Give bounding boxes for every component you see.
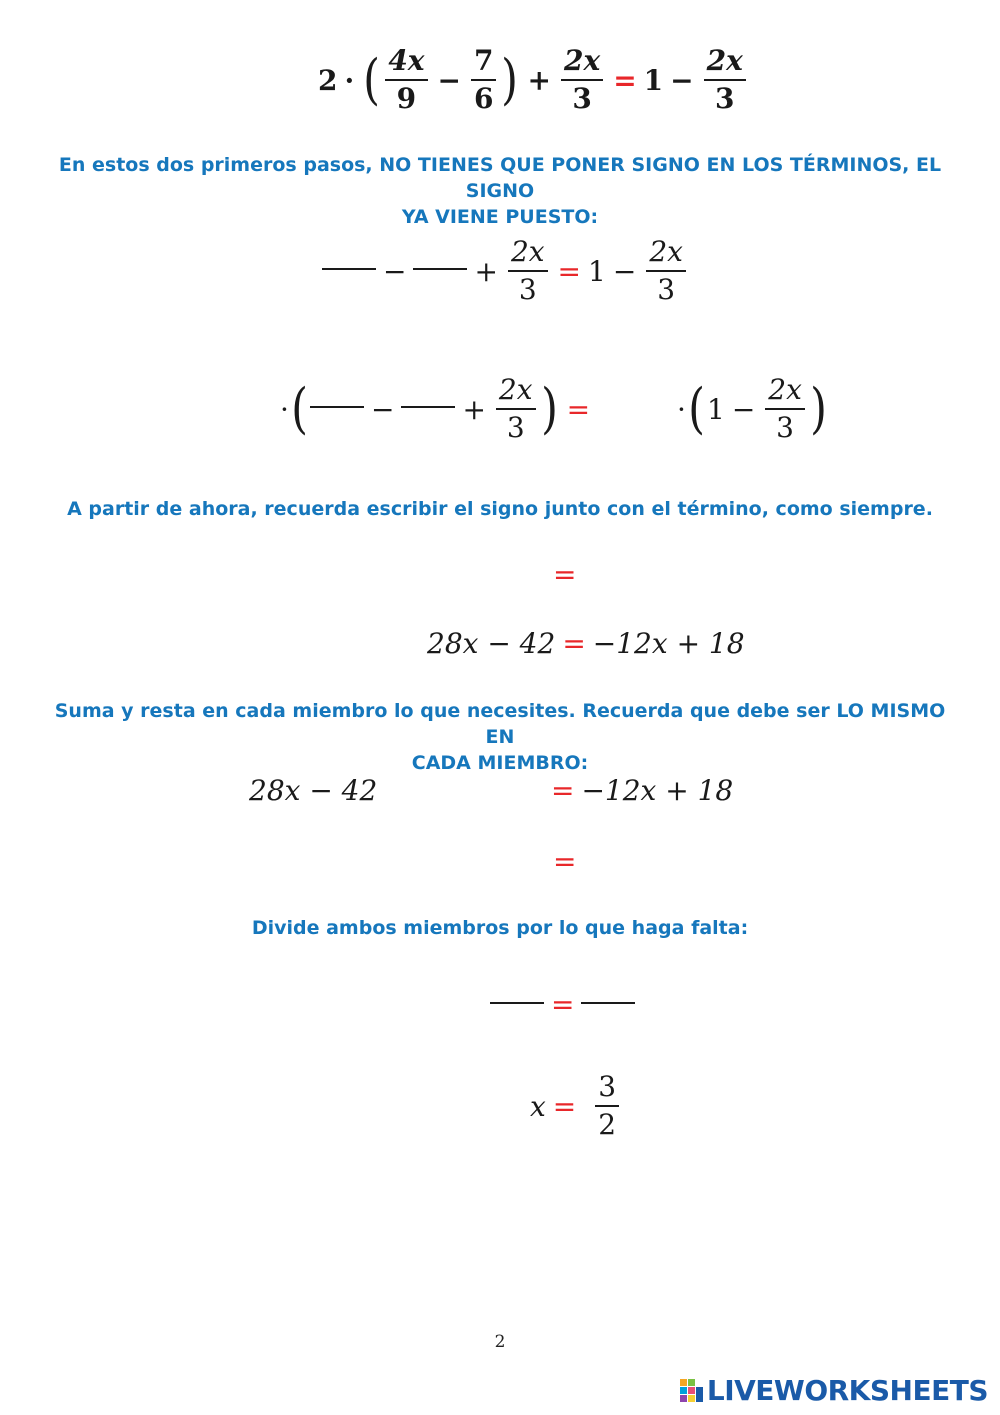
minus-operator: − [612,254,637,288]
liveworksheets-logo-icon [680,1378,704,1404]
minus-operator: − [731,392,756,426]
fraction: $\frac{2x}{3}$ [561,46,603,114]
answer-blank[interactable] [581,1002,635,1004]
fraction: $\frac{2x}{3}$ [704,46,746,114]
right-member: −12x + 18 [592,627,745,660]
plus-operator: + [474,254,498,288]
equals-sign: = [551,988,575,1021]
minus-operator: − [437,63,461,97]
minus-operator: − [670,63,694,97]
plus-operator: + [462,392,486,426]
transpose-right-side [551,774,733,807]
blank-equation-step [322,237,689,305]
equals-sign: = [553,558,577,591]
fraction: $\frac{2x}{3}$ [646,237,686,305]
plus-operator: + [527,63,551,97]
instruction-first-steps: En estos dos primeros pasos, NO TIENES QUE PONER SIGNO EN LOS TÉRMINOS, EL SIGNO YA VIENE PUESTO: [58,154,942,228]
dot-operator: · [677,392,686,426]
minus-operator: − [383,254,407,288]
minus-operator: − [370,392,395,426]
instruction-divide: Divide ambos miembros por lo que haga falta: [251,917,749,939]
brand-name: LIVEWORKSHEETS [706,1374,988,1407]
equals-sign: = [566,392,591,426]
equals-sign: = [551,774,575,807]
answer-blank[interactable] [401,406,455,408]
left-paren: ( [363,48,381,112]
fraction: $\frac{2x}{3}$ [765,375,805,443]
right-paren: ) [540,377,558,441]
right-member: −12x + 18 [581,774,734,807]
instruction-sign-reminder: A partir de ahora, recuerda escribir el signo junto con el término, como siempre. [67,498,933,520]
right-paren: ) [501,48,519,112]
answer-blank[interactable] [490,1002,544,1004]
answer-blank[interactable] [310,406,364,408]
multiply-step-right [677,375,829,443]
equals-sign: = [553,845,577,878]
equals-sign: = [613,63,637,97]
equals-sign: = [557,254,582,288]
page-number: 2 [494,1332,506,1352]
dot-operator: · [344,63,355,97]
constant-one: 1 [643,63,664,97]
simplified-equation [427,627,745,660]
divide-step [490,988,635,1021]
liveworksheets-brand [680,1374,988,1407]
variable-x: x [530,1089,546,1123]
fraction: $\frac{7}{6}$ [471,46,496,114]
solution [530,1072,622,1140]
left-member: 28x − 42 [427,627,556,660]
right-paren: ) [809,377,827,441]
initial-equation [318,46,749,114]
answer-blank[interactable] [322,268,376,270]
coefficient: 2 [318,63,338,97]
fraction: $\frac{4x}{9}$ [385,46,427,114]
fraction: $\frac{2x}{3}$ [496,375,536,443]
dot-operator: · [280,392,289,426]
multiply-step-left [280,375,597,443]
equals-sign: = [552,1089,577,1123]
transpose-left-member: 28x − 42 [249,774,378,807]
constant-one: 1 [588,254,606,288]
left-paren: ( [291,377,308,441]
constant-one: 1 [706,392,725,426]
left-paren: ( [688,377,705,441]
answer-blank[interactable] [413,268,467,270]
fraction: $\frac{2x}{3}$ [508,237,548,305]
equals-sign: = [562,627,586,660]
solution-fraction: $\frac{3}{2}$ [595,1072,619,1140]
instruction-add-subtract: Suma y resta en cada miembro lo que necesites. Recuerda que debe ser LO MISMO EN CADA MIEMBRO: [54,700,946,774]
